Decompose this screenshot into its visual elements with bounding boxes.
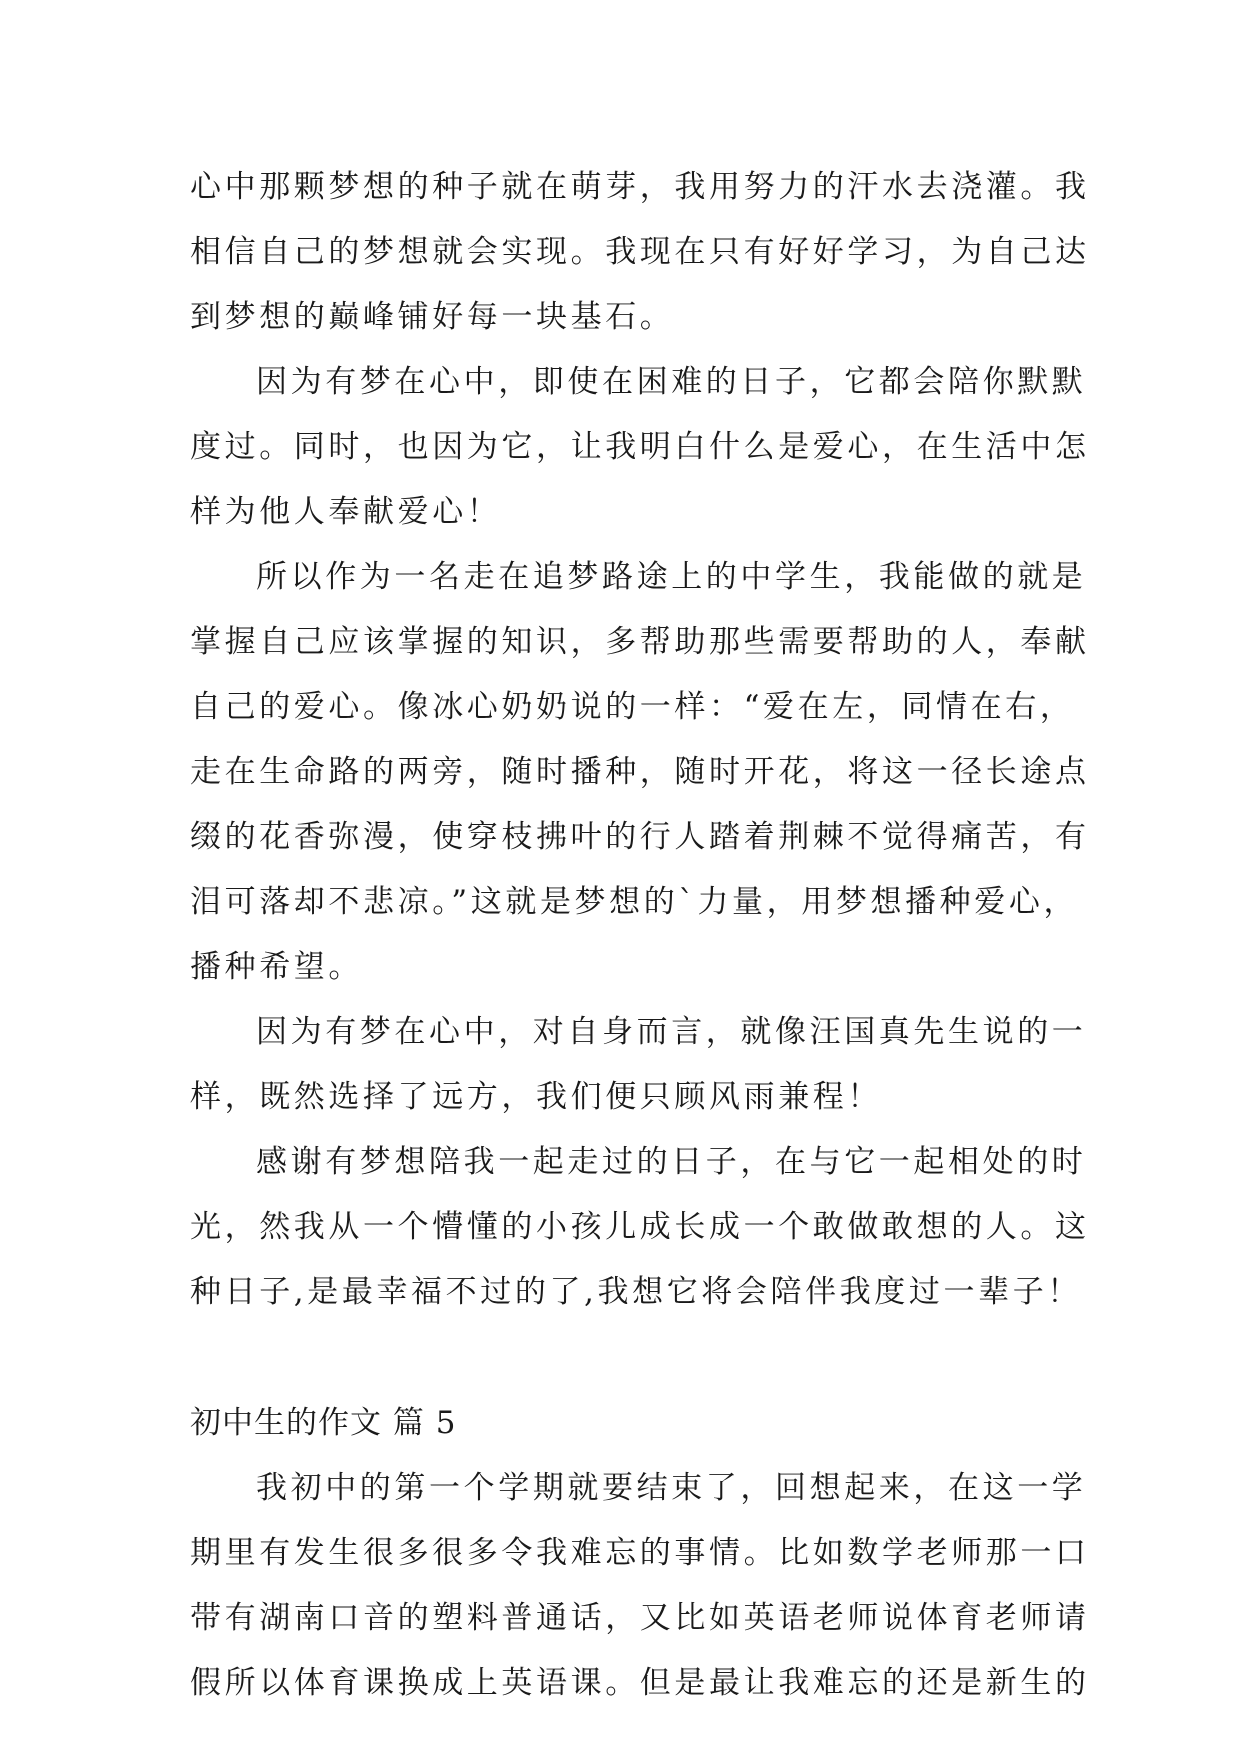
paragraph: [190, 155, 1090, 350]
text-line: 期里有发生很多很多令我难忘的事情。比如数学老师那一口: [190, 1535, 1090, 1571]
text-line: 掌握自己应该掌握的知识，多帮助那些需要帮助的人，奉献: [190, 624, 1090, 660]
text-line: 感谢有梦想陪我一起走过的日子，在与它一起相处的时: [256, 1144, 1087, 1180]
paragraph: [190, 1130, 1090, 1325]
text-line: 泪可落却不悲凉。”这就是梦想的`力量，用梦想播种爱心，: [190, 884, 1079, 920]
text-line: 缀的花香弥漫，使穿枝拂叶的行人踏着荆棘不觉得痛苦，有: [190, 819, 1090, 855]
paragraph: [190, 1456, 1090, 1716]
paragraph: [190, 350, 1090, 545]
text-line: 心中那颗梦想的种子就在萌芽，我用努力的汗水去浇灌。我: [190, 169, 1090, 205]
text-line: 我初中的第一个学期就要结束了，回想起来，在这一学: [256, 1470, 1087, 1506]
paragraph: [190, 545, 1090, 1000]
text-line: 样为他人奉献爱心！: [190, 494, 502, 530]
text-line: 播种希望。: [190, 949, 363, 985]
text-line: 所以作为一名走在追梦路途上的中学生，我能做的就是: [256, 559, 1087, 595]
text-line: 走在生命路的两旁，随时播种，随时开花，将这一径长途点: [190, 754, 1090, 790]
section-spacer: [190, 1325, 1050, 1391]
text-line: 度过。同时，也因为它，让我明白什么是爱心，在生活中怎: [190, 429, 1090, 465]
paragraph: [190, 1000, 1087, 1130]
text-line: 自己的爱心。像冰心奶奶说的一样：“爱在左，同情在右，: [190, 689, 1075, 725]
document-page: [190, 155, 1090, 1716]
text-line: 因为有梦在心中，对自身而言，就像汪国真先生说的一: [256, 1014, 1087, 1050]
text-line: 相信自己的梦想就会实现。我现在只有好好学习，为自己达: [190, 234, 1090, 270]
text-line: 因为有梦在心中，即使在困难的日子，它都会陪你默默: [256, 364, 1087, 400]
text-line: 到梦想的巅峰铺好每一块基石。: [190, 299, 675, 335]
text-line: 样，既然选择了远方，我们便只顾风雨兼程！: [190, 1079, 882, 1115]
text-line: 种日子,是最幸福不过的了,我想它将会陪伴我度过一辈子！: [190, 1274, 1082, 1310]
text-line: 光，然我从一个懵懂的小孩儿成长成一个敢做敢想的人。这: [190, 1209, 1090, 1245]
section-heading: 初中生的作文 篇 5: [190, 1405, 457, 1441]
text-line: 带有湖南口音的塑料普通话，又比如英语老师说体育老师请: [190, 1600, 1090, 1636]
text-line: 假所以体育课换成上英语课。但是最让我难忘的还是新生的: [190, 1665, 1090, 1701]
